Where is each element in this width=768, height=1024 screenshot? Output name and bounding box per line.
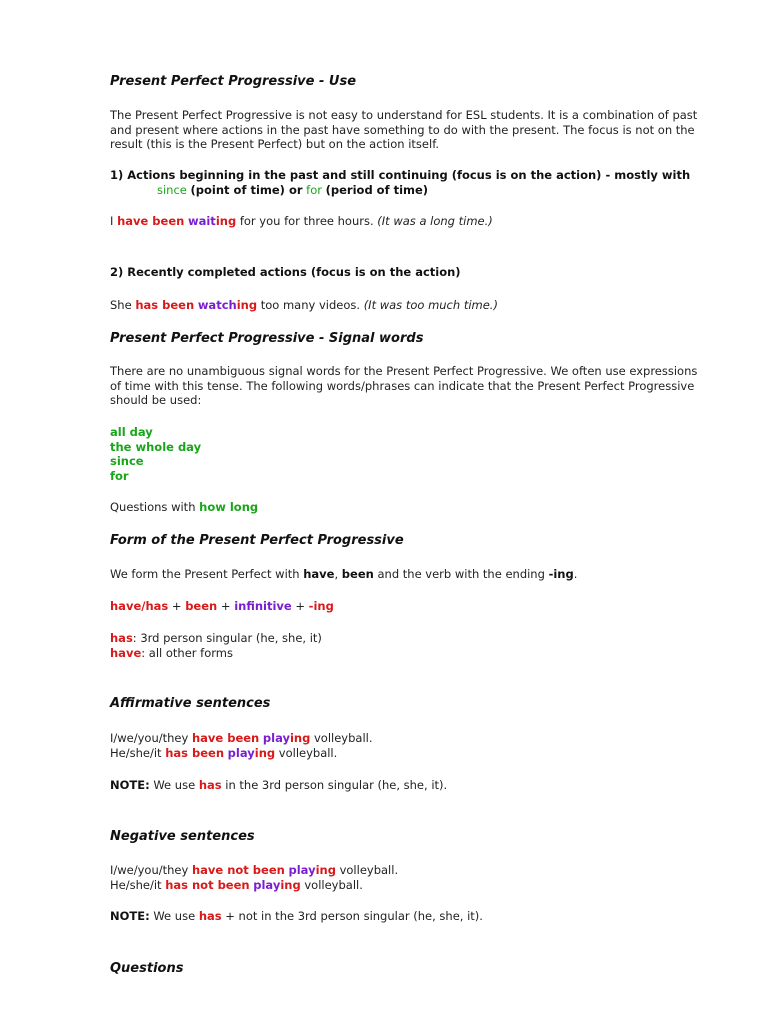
example-1 <box>110 214 493 229</box>
signal-since: since <box>157 182 187 197</box>
form-period: . <box>573 567 578 581</box>
note-pre: We use <box>153 778 196 792</box>
point-of-time: (point of time) or <box>190 182 303 197</box>
questions-with-line <box>110 500 258 515</box>
verb-stem: play <box>253 877 281 892</box>
verb-stem: play <box>262 731 290 745</box>
aux: has not been <box>165 877 250 892</box>
questions-prefix: Questions with <box>110 500 196 514</box>
signal-word-list <box>110 425 201 483</box>
example-note: (It was too much time.) <box>363 298 498 312</box>
form-heading: Form of the Present Perfect Progressive <box>110 533 404 548</box>
use-intro-line: The Present Perfect Progressive is not easy to understand for ESL students. It is a combination of past <box>110 108 698 122</box>
signal-word: since <box>110 454 144 468</box>
note-label: NOTE: <box>110 778 150 792</box>
verb-ending: ing <box>254 745 276 760</box>
verb-stem: play <box>288 863 316 877</box>
example-verb-ending: ing <box>215 214 237 228</box>
formula-ing: -ing <box>308 599 334 613</box>
example-rest: for you for three hours. <box>239 214 374 228</box>
verb-ending: ing <box>315 863 336 877</box>
rest: volleyball. <box>304 877 363 892</box>
aux: have not been <box>191 863 285 877</box>
form-line <box>110 567 577 582</box>
example-verb-stem: watch <box>197 298 237 312</box>
rest: volleyball. <box>339 863 399 877</box>
signal-heading: Present Perfect Progressive - Signal words <box>110 331 424 346</box>
use-intro-line: result (this is the Present Perfect) but on the action itself. <box>110 137 440 151</box>
use-heading: Present Perfect Progressive - Use <box>110 74 357 89</box>
note-label: NOTE: <box>110 909 150 923</box>
example-line <box>110 746 373 761</box>
example-subject: She <box>110 298 132 312</box>
questions-heading: Questions <box>110 961 184 976</box>
signal-word: for <box>110 468 129 483</box>
example-line <box>110 731 373 746</box>
point-1-title: 1) Actions beginning in the past and still continuing (focus is on the action) - mostly with <box>110 168 691 182</box>
example-2 <box>110 298 498 313</box>
negative-heading: Negative sentences <box>110 829 255 844</box>
example-verb-stem: wait <box>187 214 216 228</box>
use-intro <box>110 108 697 152</box>
form-person-list <box>110 631 322 660</box>
form-ing: -ing <box>548 567 574 581</box>
has-label: has <box>110 631 133 645</box>
example-aux: have been <box>117 214 185 228</box>
form-prefix: We form the Present Perfect with <box>110 567 300 581</box>
signal-intro <box>110 364 697 408</box>
form-comma: , <box>334 567 339 581</box>
example-line <box>110 863 398 878</box>
example-rest: too many videos. <box>260 298 361 312</box>
signal-word: all day <box>110 425 153 439</box>
subject: I/we/you/they <box>110 731 189 745</box>
signal-intro-line: should be used: <box>110 393 202 407</box>
signal-for: for <box>306 182 322 197</box>
example-verb-ending: ing <box>236 298 258 312</box>
negative-examples <box>110 863 398 892</box>
have-label: have <box>110 645 142 660</box>
formula-plus: + <box>171 599 182 613</box>
form-been: been <box>341 567 374 581</box>
example-note: (It was a long time.) <box>377 214 493 228</box>
note-has: has <box>198 778 222 792</box>
verb-stem: play <box>227 745 255 760</box>
verb-ending: ing <box>280 877 301 892</box>
example-aux: has been <box>135 298 195 312</box>
formula-infinitive: infinitive <box>234 599 292 613</box>
rest: volleyball. <box>278 745 338 760</box>
form-formula <box>110 599 334 614</box>
rest: volleyball. <box>314 731 373 745</box>
note-pre: We use <box>153 909 196 923</box>
affirmative-heading: Affirmative sentences <box>110 696 271 711</box>
negative-note <box>110 909 483 924</box>
form-and-text: and the verb with the ending <box>377 567 545 581</box>
aux: have been <box>191 731 260 745</box>
formula-plus: + <box>220 599 231 613</box>
how-long: how long <box>199 500 259 514</box>
formula-plus: + <box>295 599 306 613</box>
verb-ending: ing <box>289 731 311 745</box>
note-has: has <box>198 909 222 923</box>
form-have: have <box>303 567 335 581</box>
example-subject: I <box>110 214 114 228</box>
subject: He/she/it <box>110 745 162 760</box>
point-1 <box>110 168 690 197</box>
has-desc: : 3rd person singular (he, she, it) <box>132 631 322 645</box>
subject: I/we/you/they <box>110 863 189 877</box>
period-of-time: (period of time) <box>325 182 429 197</box>
subject: He/she/it <box>110 877 162 892</box>
use-intro-line: and present where actions in the past have something to do with the present. The focus is not on the <box>110 122 695 137</box>
note-post: in the 3rd person singular (he, she, it). <box>225 778 448 792</box>
signal-intro-line: There are no unambiguous signal words for the Present Perfect Progressive. We often use expressions <box>110 364 698 378</box>
affirmative-note <box>110 778 447 793</box>
signal-word: the whole day <box>110 439 202 454</box>
affirmative-examples <box>110 731 373 760</box>
example-line <box>110 878 398 893</box>
formula-been: been <box>185 599 218 613</box>
have-desc: : all other forms <box>141 645 233 660</box>
note-post: + not in the 3rd person singular (he, she, it). <box>225 909 483 923</box>
formula-have-has: have/has <box>110 599 169 613</box>
signal-intro-line: of time with this tense. The following words/phrases can indicate that the Present Perfect Progressive <box>110 378 695 393</box>
aux: has been <box>165 745 225 760</box>
point-2-title: 2) Recently completed actions (focus is on the action) <box>110 265 461 279</box>
